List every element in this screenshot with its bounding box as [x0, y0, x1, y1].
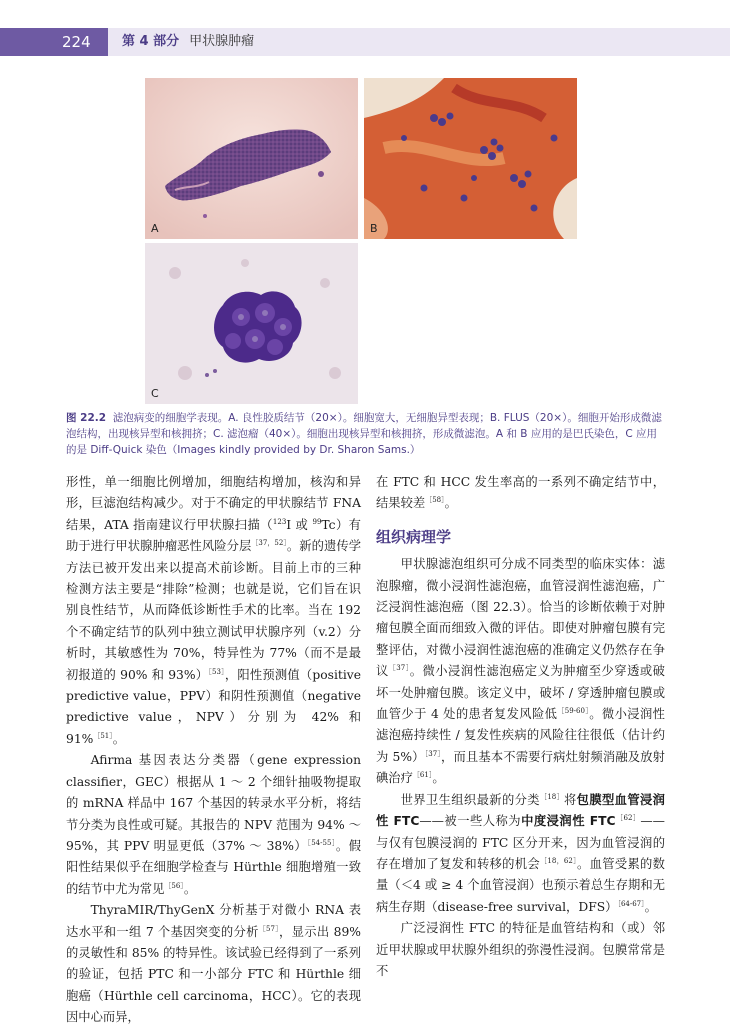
figure-caption — [66, 410, 666, 458]
figure-caption-label: 图 22.2 — [66, 412, 107, 424]
paragraph: ThyraMIR/ThyGenX 分析基于对微小 RNA 表达水平和一组 7 个基因突变的分析$^{[57]}$，显示出 89% 的灵敏性和 85% 的特异性。该试验已经得到了一系列的验证，包括 PTC 和一小部分 FTC 和 Hürthle 细胞癌（Hürthle cell carcinoma，HCC）。它的表现因中心而异， — [66, 903, 361, 1025]
paragraph: Afirma 基因表达分类器（gene expression classifier，GEC）根据从 1 ～ 2 个细针抽吸物提取的 mRNA 样品中 167 个基因的转录水平分析，将结节分类为良性或可疑。其报告的 NPV 范围为 94% ～ 95%，其 PPV 明显更低（37% ～ 38%）$^{[54-55]}$。假阳性结果似乎在细胞学检查与 Hürthle 细胞增殖一致的结节中尤为常见$^{[56]}$。 — [66, 753, 361, 896]
cytology-image-c-icon — [145, 243, 358, 404]
right-column — [376, 472, 665, 982]
cytology-image-a-icon — [145, 78, 358, 239]
page-number: 224 — [0, 28, 108, 56]
part-label: 第 4 部分 — [122, 34, 180, 49]
cytology-image-b-icon — [364, 78, 577, 239]
page-header — [0, 0, 730, 56]
cytology-image-b — [364, 78, 577, 239]
paragraph: 形性，单一细胞比例增加，细胞结构增加，核沟和异形，巨滤泡结构减少。对于不确定的甲状腺结节 FNA 结果，ATA 指南建议行甲状腺扫描（$^{123}$I 或 $^{99}$Tc）有助于进行甲状腺肿瘤恶性风险分层$^{[37,52]}$。新的遗传学方法已被开发出来以提高术前诊断。目前上市的三种检测方法主要是“排除”检测；也就是说，它们旨在识别良性结节，从而降低诊断性手术的比率。当在 192 个不确定结节的队列中独立测试甲状腺序列（v.2）分析时，其敏感性为 70%，特异性为 77%（而不是最初报道的 90% 和 93%）$^{[53]}$，阳性预测值（positive predictive value，PPV）和阴性预测值（negative predictive value，NPV）分别为 42% 和 91%$^{[51]}$。 — [66, 475, 361, 746]
paragraph: 广泛浸润性 FTC 的特征是血管结构和（或）邻近甲状腺或甲状腺外组织的弥漫性浸润。包膜常常是不 — [376, 921, 665, 978]
panel-label-a: A — [151, 222, 159, 235]
panel-label-c: C — [151, 387, 159, 400]
left-column — [66, 472, 361, 1029]
paragraph: 甲状腺滤泡组织可分成不同类型的临床实体：滤泡腺瘤，微小浸润性滤泡癌，血管浸润性滤泡癌，广泛浸润性滤泡癌（图 22.3）。恰当的诊断依赖于对肿瘤包膜全面而细致入微的评估。即使对肿瘤包膜有完整评估，对微小浸润性滤泡癌的准确定义仍然存在争议$^{[37]}$。微小浸润性滤泡癌定义为肿瘤至少穿透或破坏一处肿瘤包膜。该定义中，破坏 / 穿透肿瘤包膜或血管少于 4 处的患者复发风险低$^{[59-60]}$。微小浸润性滤泡癌持续性 / 复发性疾病的风险往往很低（估计约为 5%）$^{[37]}$，而且基本不需要行病灶射频消融及放射碘治疗$^{[61]}$。 — [376, 557, 665, 786]
running-title — [122, 28, 254, 56]
paragraph: 世界卫生组织最新的分类$^{[18]}$将包膜型血管浸润性 FTC——被一些人称为中度浸润性 $FTC^{[62]}——$与仅有包膜浸润的 FTC 区分开来，因为血管浸润的存在增加了复发和转移的机会$^{[18,62]}$。血管受累的数量（＜4 或 ≥ 4 个血管浸润）也预示着总生存期和无病生存期（disease-free survival，DFS）$^{[64-67]}$。 — [376, 792, 665, 914]
paragraph: 在 FTC 和 HCC 发生率高的一系列不确定结节中，结果较差$^{[58]}$。 — [376, 475, 665, 511]
panel-label-b: B — [370, 222, 378, 235]
figure-caption-text: 滤泡病变的细胞学表现。A. 良性胶质结节（20×）。细胞宽大，无细胞异型表现；B. FLUS（20×）。细胞开始形成微滤泡结构，出现核异型和核拥挤；C. 滤泡瘤（40×）。细胞出现核异型和核拥挤，形成微滤泡。A 和 B 应用的是巴氏染色，C 应用的是 Diff-Quick 染色（Images kindly provided by Dr. Sharon Sams.） — [66, 412, 662, 456]
section-title: 组织病理学 — [376, 527, 452, 546]
cytology-image-c — [145, 243, 358, 404]
part-title: 甲状腺肿瘤 — [189, 34, 255, 49]
cytology-image-a — [145, 78, 358, 239]
